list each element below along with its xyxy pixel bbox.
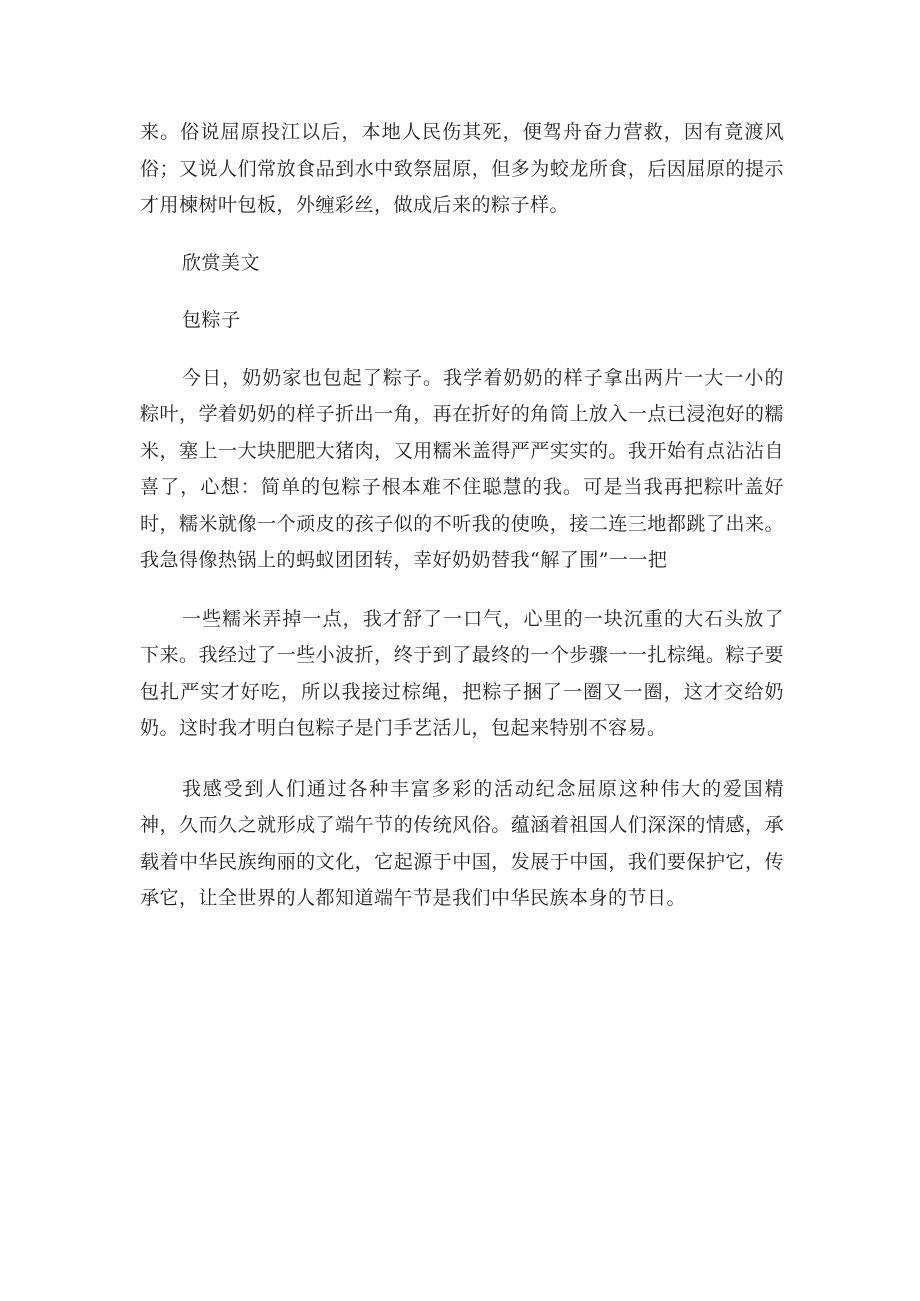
- paragraph-making-zongzi: 今日，奶奶家也包起了粽子。我学着奶奶的样子拿出两片一大一小的粽叶，学着奶奶的样子折出一角，再在折好的角筒上放入一点已浸泡好的糯米，塞上一大块肥肥大猪肉，又用糯米盖得严严实实的。我开始有点沾沾自喜了，心想：简单的包粽子根本难不住聪慧的我。可是当我再把粽叶盖好时，糯米就像一个顽皮的孩子似的不听我的使唤，接二连三地都跳了出来。我急得像热锅上的蚂蚁团团转，幸好奶奶替我“解了围”一一把: [140, 366, 784, 571]
- essay-title: 包粽子: [182, 309, 241, 331]
- section-heading-appreciation: 欣赏美文: [182, 251, 261, 274]
- document-body: [140, 114, 784, 917]
- paragraph-tying-rope: 一些糯米弄掉一点，我才舒了一口气，心里的一块沉重的大石头放了下来。我经过了一些小波折，终于到了最终的一个步骤一一扎棕绳。粽子要包扎严实才好吃，所以我接过棕绳，把粽子捆了一圈又一圈，这才交给奶奶。这时我才明白包粽子是门手艺活儿，包起来特别不容易。: [140, 607, 784, 739]
- paragraph-origin-continued: 来。俗说屈原投江以后，本地人民伤其死，便驾舟奋力营救，因有竟渡风俗；又说人们常放食品到水中致祭屈原，但多为蛟龙所食，后因屈原的提示才用楝树叶包板，外缠彩丝，做成后来的粽子样。: [140, 121, 784, 216]
- paragraph-conclusion: 我感受到人们通过各种丰富多彩的活动纪念屈原这种伟大的爱国精神，久而久之就形成了端午节的传统风俗。蕴涵着祖国人们深深的情感，承载着中华民族绚丽的文化，它起源于中国，发展于中国，我们要保护它，传承它，让全世界的人都知道端午节是我们中华民族本身的节日。: [140, 777, 784, 909]
